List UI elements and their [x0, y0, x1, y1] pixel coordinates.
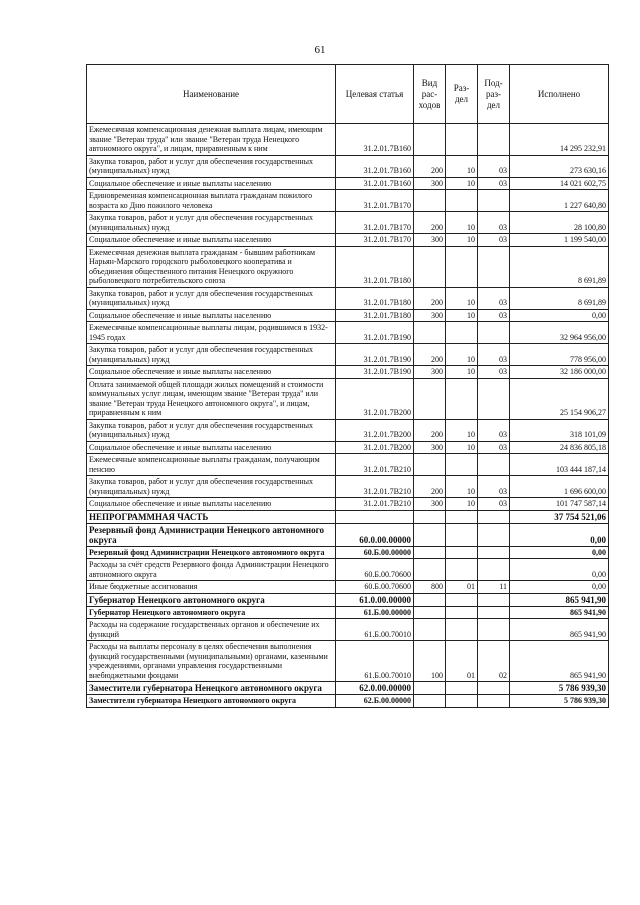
row-section [446, 454, 478, 476]
row-amount: 14 021 602,75 [510, 177, 609, 190]
row-subsection [478, 454, 510, 476]
header-section: Раз- дел [446, 65, 478, 124]
row-target-code: 31.2.01.7В160 [336, 177, 414, 190]
row-subsection: 11 [478, 581, 510, 594]
row-section: 10 [446, 498, 478, 511]
row-section: 10 [446, 212, 478, 234]
row-amount: 5 786 939,30 [510, 695, 609, 708]
row-name: Иные бюджетные ассигнования [87, 581, 336, 594]
row-subsection: 03 [478, 287, 510, 309]
row-section [446, 546, 478, 559]
table-row [87, 476, 609, 498]
row-expense-type: 300 [414, 441, 446, 454]
row-subsection [478, 190, 510, 212]
row-name: Оплата занимаемой общей площади жилых помещений и стоимости коммунальных услуг лицам, имеющим звание "Ветеран труда" или звание "Ветеран труда Ненецкого автономного округа", и лицам, приравненным к ним [87, 378, 336, 419]
row-amount: 1 199 540,00 [510, 234, 609, 247]
row-expense-type: 300 [414, 498, 446, 511]
row-amount: 778 956,00 [510, 344, 609, 366]
row-name: Социальное обеспечение и иные выплаты населению [87, 234, 336, 247]
row-expense-type: 300 [414, 309, 446, 322]
row-amount: 101 747 587,14 [510, 498, 609, 511]
row-target-code: 61.Б.00.70010 [336, 641, 414, 682]
table-header-row [87, 65, 609, 124]
row-subsection: 03 [478, 177, 510, 190]
row-target-code: 31.2.01.7В170 [336, 190, 414, 212]
row-name: Резервный фонд Администрации Ненецкого автономного округа [87, 546, 336, 559]
row-subsection: 03 [478, 212, 510, 234]
table-row [87, 441, 609, 454]
table-row [87, 246, 609, 287]
row-subsection [478, 593, 510, 606]
row-target-code: 31.2.01.7В210 [336, 498, 414, 511]
row-section: 10 [446, 366, 478, 379]
row-name: Закупка товаров, работ и услуг для обеспечения государственных (муниципальных) нужд [87, 212, 336, 234]
row-amount: 865 941,90 [510, 619, 609, 641]
table-body [87, 124, 609, 708]
row-section [446, 322, 478, 344]
row-name: Ежемесячная компенсационная денежная выплата лицам, имеющим звание "Ветеран труда" или звание "Ветеран труда Ненецкого автономного округа", и лицам, приравненным к ним [87, 124, 336, 156]
table-row [87, 498, 609, 511]
row-name: Расходы на выплаты персоналу в целях обеспечения выполнения функций государственными (муниципальными) органами, казенными учреждениями, органами управления государственными внебюджетными фондами [87, 641, 336, 682]
row-subsection: 03 [478, 419, 510, 441]
row-section: 10 [446, 177, 478, 190]
row-target-code: 60.Б.00.70600 [336, 581, 414, 594]
page-number: 61 [314, 44, 326, 56]
row-section: 10 [446, 441, 478, 454]
row-section: 01 [446, 581, 478, 594]
table-row [87, 593, 609, 606]
row-subsection [478, 546, 510, 559]
row-subsection: 03 [478, 366, 510, 379]
row-expense-type [414, 378, 446, 419]
row-expense-type: 200 [414, 476, 446, 498]
row-target-code: 31.2.01.7В180 [336, 287, 414, 309]
row-expense-type: 300 [414, 366, 446, 379]
table-row [87, 523, 609, 546]
row-subsection: 02 [478, 641, 510, 682]
row-target-code: 31.2.01.7В200 [336, 378, 414, 419]
row-expense-type [414, 454, 446, 476]
row-amount: 32 964 956,00 [510, 322, 609, 344]
row-expense-type [414, 322, 446, 344]
row-subsection [478, 246, 510, 287]
row-expense-type: 800 [414, 581, 446, 594]
table-row [87, 155, 609, 177]
row-expense-type: 200 [414, 155, 446, 177]
row-target-code: 31.2.01.7В160 [336, 155, 414, 177]
row-expense-type [414, 246, 446, 287]
row-expense-type [414, 510, 446, 523]
row-expense-type: 200 [414, 212, 446, 234]
row-target-code: 31.2.01.7В210 [336, 454, 414, 476]
row-section [446, 682, 478, 695]
table-row [87, 619, 609, 641]
row-expense-type [414, 682, 446, 695]
row-subsection: 03 [478, 476, 510, 498]
row-expense-type [414, 546, 446, 559]
row-section: 10 [446, 419, 478, 441]
row-expense-type: 300 [414, 177, 446, 190]
row-target-code: 31.2.01.7В170 [336, 234, 414, 247]
row-subsection [478, 695, 510, 708]
table-row [87, 695, 609, 708]
row-amount: 28 100,80 [510, 212, 609, 234]
row-subsection: 03 [478, 441, 510, 454]
row-name: Закупка товаров, работ и услуг для обеспечения государственных (муниципальных) нужд [87, 287, 336, 309]
row-target-code: 62.Б.00.00000 [336, 695, 414, 708]
row-target-code [336, 510, 414, 523]
row-target-code: 61.Б.00.00000 [336, 606, 414, 619]
row-amount: 32 186 000,00 [510, 366, 609, 379]
row-expense-type [414, 523, 446, 546]
row-subsection [478, 682, 510, 695]
row-amount: 273 630,16 [510, 155, 609, 177]
row-name: НЕПРОГРАММНАЯ ЧАСТЬ [87, 510, 336, 523]
row-amount: 103 444 187,14 [510, 454, 609, 476]
row-amount: 865 941,90 [510, 606, 609, 619]
row-subsection [478, 322, 510, 344]
row-name: Социальное обеспечение и иные выплаты населению [87, 441, 336, 454]
row-amount: 14 295 232,91 [510, 124, 609, 156]
table-row [87, 581, 609, 594]
header-expense-type: Вид рас- ходов [414, 65, 446, 124]
row-target-code: 31.2.01.7В190 [336, 344, 414, 366]
row-section: 10 [446, 344, 478, 366]
row-section: 01 [446, 641, 478, 682]
row-name: Ежемесячные компенсационные выплаты лицам, родившимся в 1932-1945 годах [87, 322, 336, 344]
row-section [446, 619, 478, 641]
row-target-code: 31.2.01.7В180 [336, 246, 414, 287]
table-row [87, 212, 609, 234]
row-amount: 5 786 939,30 [510, 682, 609, 695]
row-amount: 1 696 600,00 [510, 476, 609, 498]
row-expense-type: 200 [414, 419, 446, 441]
row-target-code: 60.0.00.00000 [336, 523, 414, 546]
row-subsection [478, 606, 510, 619]
table-row [87, 682, 609, 695]
table-row [87, 344, 609, 366]
row-subsection [478, 378, 510, 419]
row-amount: 318 101,09 [510, 419, 609, 441]
row-target-code: 31.2.01.7В200 [336, 441, 414, 454]
row-expense-type: 200 [414, 344, 446, 366]
row-target-code: 31.2.01.7В190 [336, 366, 414, 379]
row-section [446, 559, 478, 581]
row-section: 10 [446, 155, 478, 177]
row-expense-type [414, 695, 446, 708]
row-name: Социальное обеспечение и иные выплаты населению [87, 309, 336, 322]
row-target-code: 60.Б.00.00000 [336, 546, 414, 559]
row-section [446, 593, 478, 606]
table-row [87, 546, 609, 559]
row-section: 10 [446, 234, 478, 247]
table-row [87, 177, 609, 190]
row-target-code: 62.0.00.00000 [336, 682, 414, 695]
row-subsection: 03 [478, 309, 510, 322]
row-section [446, 378, 478, 419]
row-name: Единовременная компенсационная выплата гражданам пожилого возраста ко Дню пожилого человека [87, 190, 336, 212]
row-expense-type [414, 593, 446, 606]
row-amount: 865 941,90 [510, 641, 609, 682]
row-section [446, 510, 478, 523]
row-section [446, 190, 478, 212]
row-name: Губернатор Ненецкого автономного округа [87, 593, 336, 606]
row-expense-type [414, 190, 446, 212]
row-name: Губернатор Ненецкого автономного округа [87, 606, 336, 619]
row-section [446, 695, 478, 708]
row-amount: 8 691,89 [510, 287, 609, 309]
row-amount: 0,00 [510, 559, 609, 581]
row-amount: 0,00 [510, 581, 609, 594]
row-name: Закупка товаров, работ и услуг для обеспечения государственных (муниципальных) нужд [87, 155, 336, 177]
row-amount: 25 154 906,27 [510, 378, 609, 419]
row-subsection: 03 [478, 498, 510, 511]
row-target-code: 60.Б.00.70600 [336, 559, 414, 581]
row-name: Социальное обеспечение и иные выплаты населению [87, 177, 336, 190]
row-expense-type [414, 619, 446, 641]
row-name: Социальное обеспечение и иные выплаты населению [87, 498, 336, 511]
row-name: Расходы за счёт средств Резервного фонда Администрации Ненецкого автономного округа [87, 559, 336, 581]
table-row [87, 641, 609, 682]
row-target-code: 31.2.01.7В190 [336, 322, 414, 344]
row-name: Заместители губернатора Ненецкого автономного округа [87, 682, 336, 695]
row-amount: 865 941,90 [510, 593, 609, 606]
row-subsection [478, 559, 510, 581]
row-subsection: 03 [478, 234, 510, 247]
table-row [87, 234, 609, 247]
budget-table [86, 64, 609, 708]
row-amount: 24 836 805,18 [510, 441, 609, 454]
row-amount: 0,00 [510, 523, 609, 546]
row-target-code: 31.2.01.7В170 [336, 212, 414, 234]
row-subsection: 03 [478, 155, 510, 177]
row-name: Расходы на содержание государственных органов и обеспечение их функций [87, 619, 336, 641]
row-subsection [478, 523, 510, 546]
table-row [87, 124, 609, 156]
row-expense-type [414, 606, 446, 619]
table-row [87, 419, 609, 441]
row-section [446, 246, 478, 287]
row-amount: 1 227 640,80 [510, 190, 609, 212]
header-subsection: Под- раз- дел [478, 65, 510, 124]
row-name: Социальное обеспечение и иные выплаты населению [87, 366, 336, 379]
row-subsection [478, 124, 510, 156]
row-name: Резервный фонд Администрации Ненецкого автономного округа [87, 523, 336, 546]
row-expense-type [414, 124, 446, 156]
table-row [87, 366, 609, 379]
row-amount: 37 754 521,06 [510, 510, 609, 523]
table-row [87, 287, 609, 309]
header-name: Наименование [87, 65, 336, 124]
row-target-code: 31.2.01.7В200 [336, 419, 414, 441]
row-subsection [478, 619, 510, 641]
row-subsection: 03 [478, 344, 510, 366]
row-name: Закупка товаров, работ и услуг для обеспечения государственных (муниципальных) нужд [87, 476, 336, 498]
row-subsection [478, 510, 510, 523]
row-name: Закупка товаров, работ и услуг для обеспечения государственных (муниципальных) нужд [87, 419, 336, 441]
table-row [87, 190, 609, 212]
table-row [87, 606, 609, 619]
header-target: Целевая статья [336, 65, 414, 124]
row-name: Закупка товаров, работ и услуг для обеспечения государственных (муниципальных) нужд [87, 344, 336, 366]
table-row [87, 378, 609, 419]
row-target-code: 31.2.01.7В210 [336, 476, 414, 498]
table-row [87, 454, 609, 476]
row-section: 10 [446, 287, 478, 309]
row-section [446, 523, 478, 546]
table-row [87, 322, 609, 344]
table-row [87, 559, 609, 581]
row-target-code: 31.2.01.7В180 [336, 309, 414, 322]
table-row [87, 510, 609, 523]
row-section [446, 606, 478, 619]
row-section [446, 124, 478, 156]
row-expense-type [414, 559, 446, 581]
row-expense-type: 300 [414, 234, 446, 247]
row-expense-type: 100 [414, 641, 446, 682]
row-name: Заместители губернатора Ненецкого автономного округа [87, 695, 336, 708]
row-section: 10 [446, 476, 478, 498]
header-executed: Исполнено [510, 65, 609, 124]
row-section: 10 [446, 309, 478, 322]
row-amount: 0,00 [510, 546, 609, 559]
row-name: Ежемесячная денежная выплата гражданам - бывшим работникам Нарьян-Марского городского рыболовецкого кооператива и объединения общественного питания Ненецкого окружного рыболовецкого потребительского союза [87, 246, 336, 287]
row-amount: 8 691,89 [510, 246, 609, 287]
row-target-code: 31.2.01.7В160 [336, 124, 414, 156]
row-expense-type: 200 [414, 287, 446, 309]
row-target-code: 61.0.00.00000 [336, 593, 414, 606]
table-row [87, 309, 609, 322]
row-amount: 0,00 [510, 309, 609, 322]
row-name: Ежемесячные компенсационные выплаты гражданам, получающим пенсию [87, 454, 336, 476]
row-target-code: 61.Б.00.70010 [336, 619, 414, 641]
